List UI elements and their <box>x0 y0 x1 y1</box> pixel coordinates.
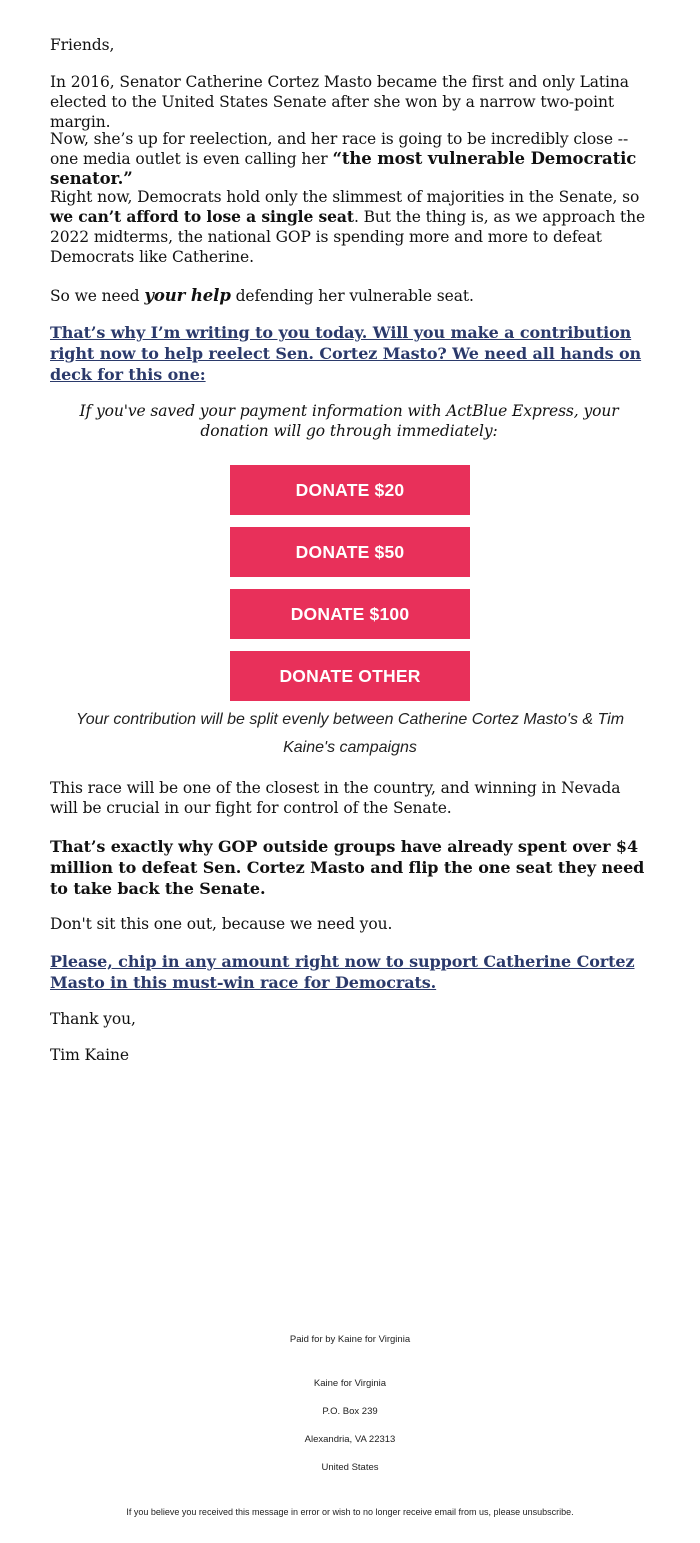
paragraph-reelection-text: Now, she’s up for reelection, and her race is going to be incredibly close -- one media outlet is even calling her <box>50 130 629 168</box>
chip-in-link[interactable]: Please, chip in any amount right now to support Catherine Cortez Masto in this must-win race for Democrats. <box>50 952 635 992</box>
donate-100-button[interactable]: DONATE $100 <box>230 589 470 639</box>
paragraph-majority-text: Right now, Democrats hold only the slimmest of majorities in the Senate, so <box>50 188 640 206</box>
donate-20-button[interactable]: DONATE $20 <box>230 465 470 515</box>
unsubscribe-note[interactable]: If you believe you received this message in error or wish to no longer receive email from us, please unsubscribe. <box>126 1507 574 1517</box>
paragraph-majority-emphasis: we can’t afford to lose a single seat <box>50 207 354 226</box>
donate-50-button[interactable]: DONATE $50 <box>230 527 470 577</box>
paragraph-help <box>50 286 648 306</box>
vulnerable-quote: “the most vulnerable Democratic senator.” <box>50 149 637 188</box>
footer-po-box: P.O. Box 239 <box>322 1406 378 1417</box>
paragraph-majority <box>50 187 648 267</box>
signature: Tim Kaine <box>50 1046 129 1064</box>
footer-org: Kaine for Virginia <box>313 1378 387 1389</box>
donate-other-button[interactable]: DONATE OTHER <box>230 651 470 701</box>
paragraph-gop-spending: That’s exactly why GOP outside groups have already spent over $4 million to defeat Sen. Cortez Masto and flip the one seat they need to take back the Senate. <box>50 837 645 898</box>
footer-country: United States <box>321 1462 379 1473</box>
paragraph-intro: In 2016, Senator Catherine Cortez Masto became the first and only Latina elected to the United States Senate after she won by a narrow two-point margin. <box>50 73 629 131</box>
your-help-emphasis: your help <box>144 286 231 305</box>
contribution-link[interactable]: That’s why I’m writing to you today. Will you make a contribution right now to help reelect Sen. Cortez Masto? We need all hands on deck for this one: <box>50 323 642 384</box>
greeting: Friends, <box>50 36 115 54</box>
split-note-line1: Your contribution will be split evenly between Catherine Cortez Masto's & Tim <box>75 711 625 728</box>
paragraph-reelection <box>50 129 648 189</box>
paragraph-nevada: This race will be one of the closest in the country, and winning in Nevada will be crucial in our fight for control of the Senate. <box>50 779 621 817</box>
split-note-line2: Kaine's campaigns <box>283 739 417 756</box>
paragraph-majority-rest: . But the thing is, as we approach the 2022 midterms, the national GOP is spending more and more to defeat Democrats like Catherine. <box>50 208 646 266</box>
paragraph-dont-sit-out: Don't sit this one out, because we need you. <box>50 915 393 933</box>
paragraph-help-rest: defending her vulnerable seat. <box>230 287 474 305</box>
paid-for-disclaimer: Paid for by Kaine for Virginia <box>289 1334 411 1345</box>
actblue-express-note: If you've saved your payment information with ActBlue Express, your donation will go through immediately: <box>79 402 619 440</box>
footer-city: Alexandria, VA 22313 <box>304 1434 396 1445</box>
paragraph-help-text: So we need <box>50 287 145 305</box>
closing: Thank you, <box>50 1010 136 1028</box>
